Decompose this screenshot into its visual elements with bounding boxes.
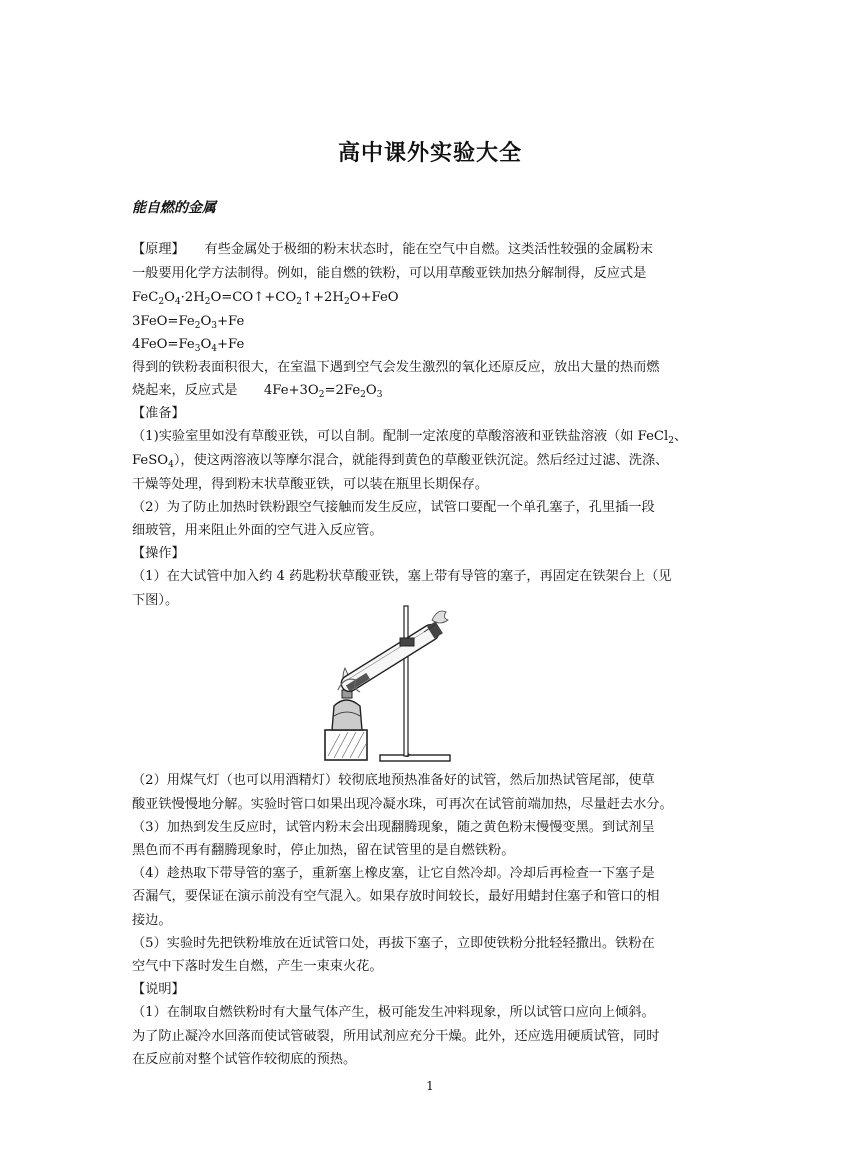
- text-run: （2）为了防止加热时铁粉跟空气接触而发生反应，试管口要配一个单孔塞子，孔里插一段: [132, 500, 655, 515]
- text-run: 【说明】: [132, 982, 185, 997]
- text-line: [132, 794, 732, 816]
- text-line: [132, 543, 732, 565]
- text-line: [132, 357, 732, 379]
- subscript: 2: [158, 297, 165, 307]
- text-run: 【原理】 有些金属处于极细的粉末状态时，能在空气中自燃。这类活性较强的金属粉末: [132, 242, 653, 257]
- text-run: 3FeO=Fe: [132, 314, 195, 329]
- text-line: [132, 263, 732, 285]
- text-run: O+FeO: [349, 290, 399, 305]
- text-run: ·2H: [180, 290, 205, 305]
- text-run: （2）用煤气灯（也可以用酒精灯）较彻底地预热准备好的试管，然后加热试管尾部，使草: [132, 773, 655, 788]
- text-run: O: [164, 290, 175, 305]
- text-run: O: [365, 383, 377, 398]
- page-number: 1: [426, 1079, 434, 1093]
- subscript: 3: [376, 390, 383, 400]
- subscript: 2: [204, 297, 211, 307]
- text-line: [132, 863, 732, 885]
- text-run: O: [200, 314, 212, 329]
- text-line: [132, 311, 732, 333]
- subscript: 4: [168, 460, 174, 470]
- text-run: （3）加热到发生反应时，试管内粉末会出现翻腾现象，随之黄色粉末慢慢变黑。到试剂呈: [132, 820, 655, 835]
- text-run: 否漏气，要保证在演示前没有空气混入。如果存放时间较长，最好用蜡封住塞子和管口的相: [132, 889, 660, 904]
- text-run: 4FeO=Fe: [132, 337, 195, 352]
- text-run: 黑色而不再有翻腾现象时，停止加热，留在试管里的是自燃铁粉。: [132, 843, 515, 858]
- text-run: FeSO: [132, 453, 169, 468]
- text-run: （1)实验室里如没有草酸亚铁，可以自制。配制一定浓度的草酸溶液和亚铁盐溶液（如 FeCl: [132, 429, 669, 444]
- text-line: [132, 426, 732, 448]
- text-run: （1）在大试管中加入约 4 药匙粉状草酸亚铁，塞上带有导管的塞子，再固定在铁架台上（见: [132, 569, 672, 584]
- text-run: 在反应前对整个试管作较彻底的预热。: [132, 1052, 357, 1067]
- text-run: 接边。: [132, 913, 172, 928]
- text-line: [132, 520, 732, 542]
- text-line: [132, 497, 732, 519]
- text-line: [132, 817, 732, 839]
- text-run: ↑+2H: [301, 290, 344, 305]
- apparatus-figure-icon: [320, 598, 460, 766]
- text-line: [132, 380, 732, 402]
- text-line: [132, 1002, 732, 1024]
- text-line: [132, 1049, 732, 1071]
- text-line: [132, 910, 732, 932]
- text-run: O: [200, 337, 212, 352]
- text-run: 空气中下落时发生自燃，产生一束束火花。: [132, 959, 383, 974]
- text-line: [132, 450, 732, 472]
- document-title: 高中课外实验大全: [337, 141, 522, 166]
- text-run: （1）在制取自燃铁粉时有大量气体产生，极可能发生冲料现象，所以试管口应向上倾斜。: [132, 1005, 655, 1020]
- text-run: （5）实验时先把铁粉堆放在近试管口处，再拔下塞子，立即使铁粉分批轻轻撒出。铁粉在: [132, 936, 655, 951]
- text-line: [132, 403, 732, 425]
- text-run: 酸亚铁慢慢地分解。实验时管口如果出现冷凝水珠，可再次在试管前端加热，尽量赶去水分。: [132, 797, 673, 812]
- text-run: ），使这两溶液以等摩尔混合，就能得到黄色的草酸亚铁沉淀。然后经过过滤、洗涤、: [173, 453, 669, 468]
- subscript: 3: [194, 344, 201, 354]
- text-run: 烧起来，反应式是 4Fe+3O: [132, 383, 319, 398]
- text-line: [132, 1026, 732, 1048]
- text-run: 一般要用化学方法制得。例如，能自燃的铁粉，可以用草酸亚铁加热分解制得，反应式是: [132, 266, 647, 281]
- text-run: 细玻管，用来阻止外面的空气进入反应管。: [132, 523, 383, 538]
- subscript: 4: [211, 344, 217, 354]
- text-run: +Fe: [217, 337, 245, 352]
- subscript: 4: [174, 297, 181, 307]
- text-line: [132, 956, 732, 978]
- text-line: [132, 474, 732, 496]
- text-line: [132, 566, 732, 588]
- text-run: 为了防止凝冷水回落而使试管破裂，所用试剂应充分干燥。此外，还应选用硬质试管，同时: [132, 1029, 660, 1044]
- subscript: 2: [194, 321, 201, 331]
- subscript: 2: [360, 390, 366, 400]
- subscript: 2: [343, 297, 350, 307]
- text-run: FeC: [132, 290, 159, 305]
- text-line: [132, 239, 732, 261]
- text-line: [132, 886, 732, 908]
- text-run: 【操作】: [132, 546, 185, 561]
- text-run: （4）趁热取下带导管的塞子，重新塞上橡皮塞，让它自然冷却。冷却后再检查一下塞子是: [132, 866, 655, 881]
- text-run: O=CO↑+CO: [210, 290, 297, 305]
- text-run: 干燥等处理，得到粉末状草酸亚铁，可以装在瓶里长期保存。: [132, 477, 489, 492]
- text-line: [132, 334, 732, 356]
- text-run: 【准备】: [132, 406, 185, 421]
- text-line: [132, 840, 732, 862]
- subscript: 2: [296, 297, 302, 307]
- text-line: [132, 933, 732, 955]
- text-run: 得到的铁粉表面积很大，在室温下遇到空气会发生激烈的氧化还原反应，放出大量的热而燃: [132, 360, 660, 375]
- text-line: [132, 770, 732, 792]
- section-title: 能自燃的金属: [132, 200, 216, 216]
- subscript: 2: [668, 436, 674, 446]
- text-run: +Fe: [217, 314, 245, 329]
- text-line: [132, 287, 732, 309]
- text-line: [132, 979, 732, 1001]
- text-run: 、: [673, 429, 688, 444]
- subscript: 3: [211, 321, 217, 331]
- subscript: 2: [318, 390, 325, 400]
- text-run: 下图）。: [132, 593, 179, 608]
- text-run: =2Fe: [324, 383, 361, 398]
